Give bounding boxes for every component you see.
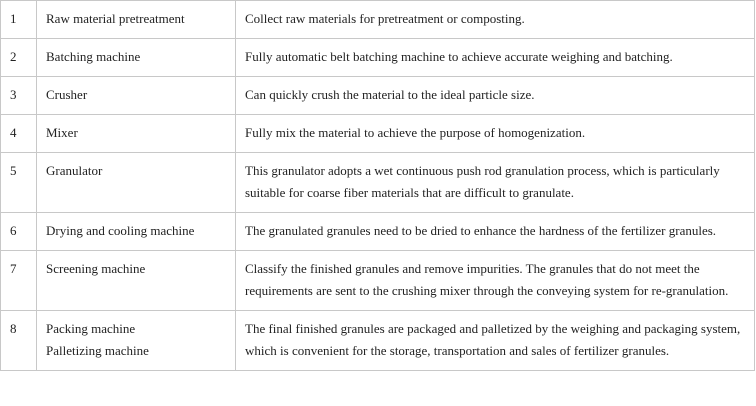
equipment-description: Fully automatic belt batching machine to achieve accurate weighing and batching.: [236, 39, 755, 77]
equipment-name-line: Granulator: [46, 163, 103, 178]
equipment-name-line: Packing machine: [46, 321, 136, 336]
row-number: 4: [1, 115, 37, 153]
row-number: 5: [1, 153, 37, 213]
table-row: [1, 251, 755, 311]
equipment-name: [37, 251, 236, 311]
equipment-description: Fully mix the material to achieve the purpose of homogenization.: [236, 115, 755, 153]
equipment-name-line: Batching machine: [46, 49, 141, 64]
equipment-name: [37, 115, 236, 153]
equipment-description: This granulator adopts a wet continuous push rod granulation process, which is particularly suitable for coarse fiber materials that are difficult to granulate.: [236, 153, 755, 213]
equipment-name: [37, 213, 236, 251]
row-number: 3: [1, 77, 37, 115]
equipment-name: [37, 77, 236, 115]
table-row: [1, 213, 755, 251]
row-number: 8: [1, 311, 37, 371]
table-row: [1, 39, 755, 77]
table-row: [1, 115, 755, 153]
equipment-description: Collect raw materials for pretreatment or composting.: [236, 1, 755, 39]
row-number: 1: [1, 1, 37, 39]
equipment-name: [37, 1, 236, 39]
equipment-description: Can quickly crush the material to the ideal particle size.: [236, 77, 755, 115]
equipment-description: The final finished granules are packaged and palletized by the weighing and packaging system, which is convenient for the storage, transportation and sales of fertilizer granules.: [236, 311, 755, 371]
row-number: 7: [1, 251, 37, 311]
equipment-name-line: Drying and cooling machine: [46, 223, 195, 238]
equipment-name-line: Screening machine: [46, 261, 146, 276]
equipment-name-line: Mixer: [46, 125, 78, 140]
table-row: [1, 1, 755, 39]
equipment-description: Classify the finished granules and remove impurities. The granules that do not meet the requirements are sent to the crushing mixer through the conveying system for re-granulation.: [236, 251, 755, 311]
equipment-name-line: Raw material pretreatment: [46, 11, 185, 26]
equipment-description: The granulated granules need to be dried to enhance the hardness of the fertilizer granules.: [236, 213, 755, 251]
row-number: 2: [1, 39, 37, 77]
table-row: [1, 77, 755, 115]
equipment-name: [37, 39, 236, 77]
table-row: [1, 153, 755, 213]
equipment-name: [37, 153, 236, 213]
equipment-name: [37, 311, 236, 371]
equipment-name-line: Palletizing machine: [46, 343, 149, 358]
table-row: [1, 311, 755, 371]
equipment-name-line: Crusher: [46, 87, 88, 102]
row-number: 6: [1, 213, 37, 251]
